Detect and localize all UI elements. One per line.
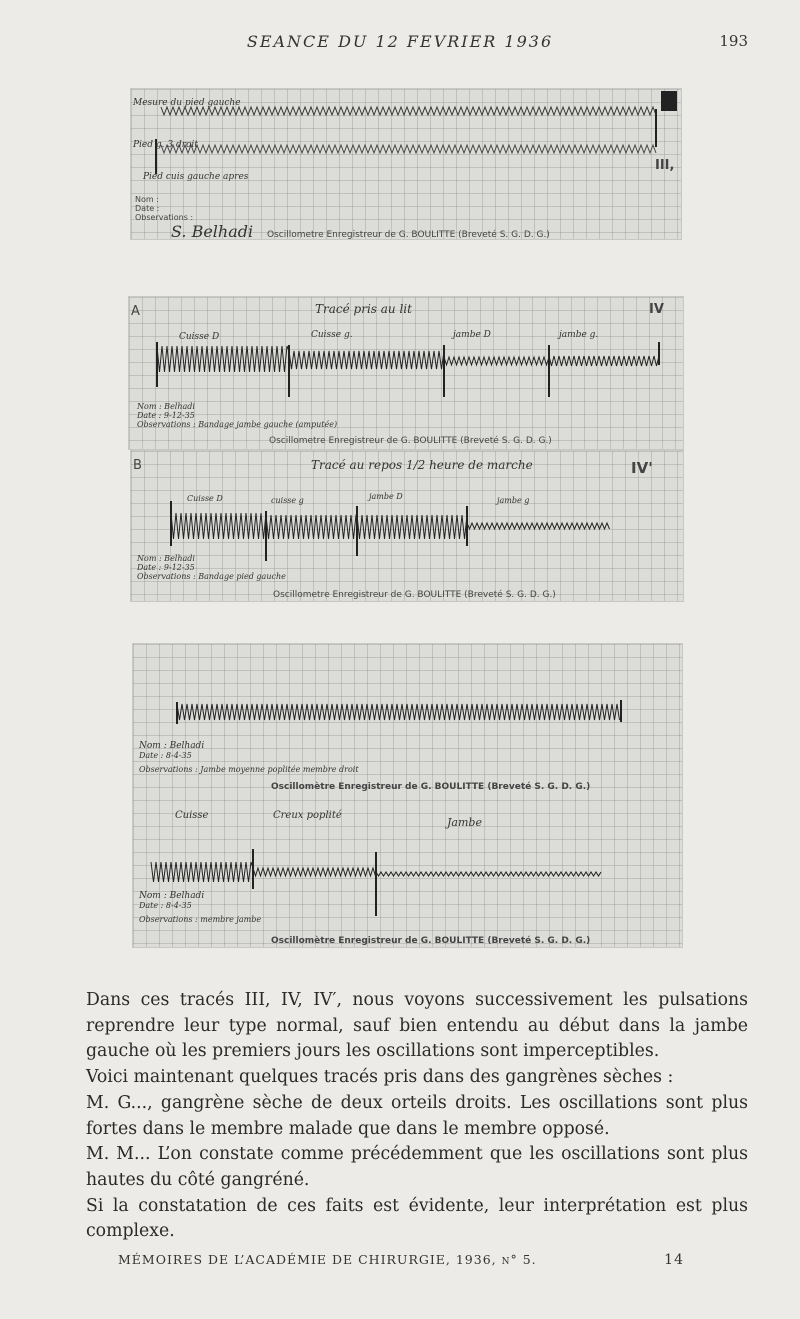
device-caption: Oscillometre Enregistreur de G. BOULITTE (Breveté S. G. D. G.) (273, 590, 556, 600)
device-caption: Oscillomètre Enregistreur de G. BOULITTE (Breveté S. G. D. G.) (271, 936, 591, 946)
handwritten-note: Pied cuis gauche apres (143, 172, 249, 182)
observations: Observations : Bandage pied gauche (137, 572, 286, 581)
tracing-date: Date : 9-12-35 (137, 563, 195, 572)
paragraph: M. G..., gangrène sèche de deux orteils droits. Les oscillations sont plus fortes dans le membre malade que dans le membre opposé. (86, 1092, 748, 1139)
tracing-date: Date : 9-12-35 (137, 411, 195, 420)
patient-name: Nom : Belhadi (137, 402, 195, 411)
observations: Observations : membre jambe (139, 915, 262, 924)
site-label: jambe D (453, 330, 491, 340)
tracing-figure-gangrene (132, 643, 683, 948)
handwritten-note: Tracé au repos 1/2 heure de marche (311, 458, 533, 472)
tracing-figure-IV (128, 296, 684, 450)
paragraph: M. M... L’on constate comme précédemment que les oscillations sont plus hautes du côté gangréné. (86, 1144, 748, 1190)
patient-name: Nom : Belhadi (137, 554, 195, 563)
handwritten-note: Mesure du pied gauche (133, 98, 241, 108)
form-label-date: Date : (135, 204, 160, 213)
tracing-svg-III (131, 89, 681, 239)
handwritten-note: Tracé pris au lit (315, 302, 412, 316)
paragraph: Si la constatation de ces faits est évidente, leur interprétation est plus complexe. (86, 1195, 748, 1242)
patient-name: Nom : Belhadi (139, 741, 205, 751)
corner-mark (661, 91, 677, 111)
site-label: Cuisse D (179, 332, 220, 342)
journal-citation: MÉMOIRES DE L’ACADÉMIE DE CHIRURGIE, 1936, n° 5. (118, 1252, 537, 1267)
handwritten-note: Pied g. 3 droit (133, 140, 198, 150)
tracing-figure-III (130, 88, 682, 240)
body-text (86, 988, 748, 1245)
site-label: jambe g (497, 496, 530, 505)
tracing-date: Date : 8-4-35 (139, 901, 192, 910)
pulse-trace (161, 145, 656, 153)
running-head: SEANCE DU 12 FEVRIER 1936 (246, 32, 554, 51)
site-label: Cuisse (175, 810, 209, 821)
paragraph: Voici maintenant quelques tracés pris dans des gangrènes sèches : (86, 1067, 674, 1088)
tracing-svg-gangrene (133, 644, 682, 947)
pulse-trace (161, 107, 656, 115)
tracing-date: Date : 8-4-35 (139, 751, 192, 760)
observations: Observations : Bandage jambe gauche (amputée) (137, 420, 338, 429)
page-header (0, 30, 800, 54)
form-label-observations: Observations : (135, 213, 194, 222)
signature: S. Belhadi (171, 222, 254, 239)
tracing-svg-IV-prime (131, 451, 683, 601)
site-label: jambe g. (559, 330, 599, 340)
patient-name: Nom : Belhadi (139, 891, 205, 901)
tracing-svg-IV (129, 297, 683, 449)
figure-roman-label: IV' (631, 459, 653, 477)
tracing-figure-IV-prime (130, 450, 684, 602)
site-label: Cuisse g. (311, 330, 353, 340)
site-label: Cuisse D (187, 494, 223, 503)
site-label: Creux poplité (273, 810, 342, 821)
page-number: 193 (719, 32, 748, 50)
site-label: cuisse g (271, 496, 304, 505)
paragraph: Dans ces tracés III, IV, IV′, nous voyons successivement les pulsations reprendre leur type normal, sauf bien entendu au début dans la jambe gauche où les premiers jours les oscillations sont imperceptibles. (86, 990, 748, 1062)
figure-letter: B (133, 458, 142, 473)
device-caption: Oscillomètre Enregistreur de G. BOULITTE (Breveté S. G. D. G.) (271, 782, 591, 792)
observations: Observations : Jambe moyenne poplitée membre droit (139, 765, 359, 774)
site-label: Jambe (447, 816, 482, 829)
device-caption: Oscillometre Enregistreur de G. BOULITTE (Breveté S. G. D. G.) (267, 230, 550, 239)
page-footer (118, 1252, 684, 1272)
pulse-trace (157, 346, 659, 372)
pulse-trace (177, 704, 620, 720)
figure-roman-label: III, (655, 158, 675, 173)
pulse-trace (171, 513, 610, 539)
device-caption: Oscillometre Enregistreur de G. BOULITTE (Breveté S. G. D. G.) (269, 436, 552, 446)
form-label-nom: Nom : (135, 195, 159, 204)
figure-roman-label: IV (649, 302, 664, 317)
figure-letter: A (131, 304, 140, 319)
signature-number: 14 (664, 1252, 684, 1268)
site-label: jambe D (369, 492, 403, 501)
